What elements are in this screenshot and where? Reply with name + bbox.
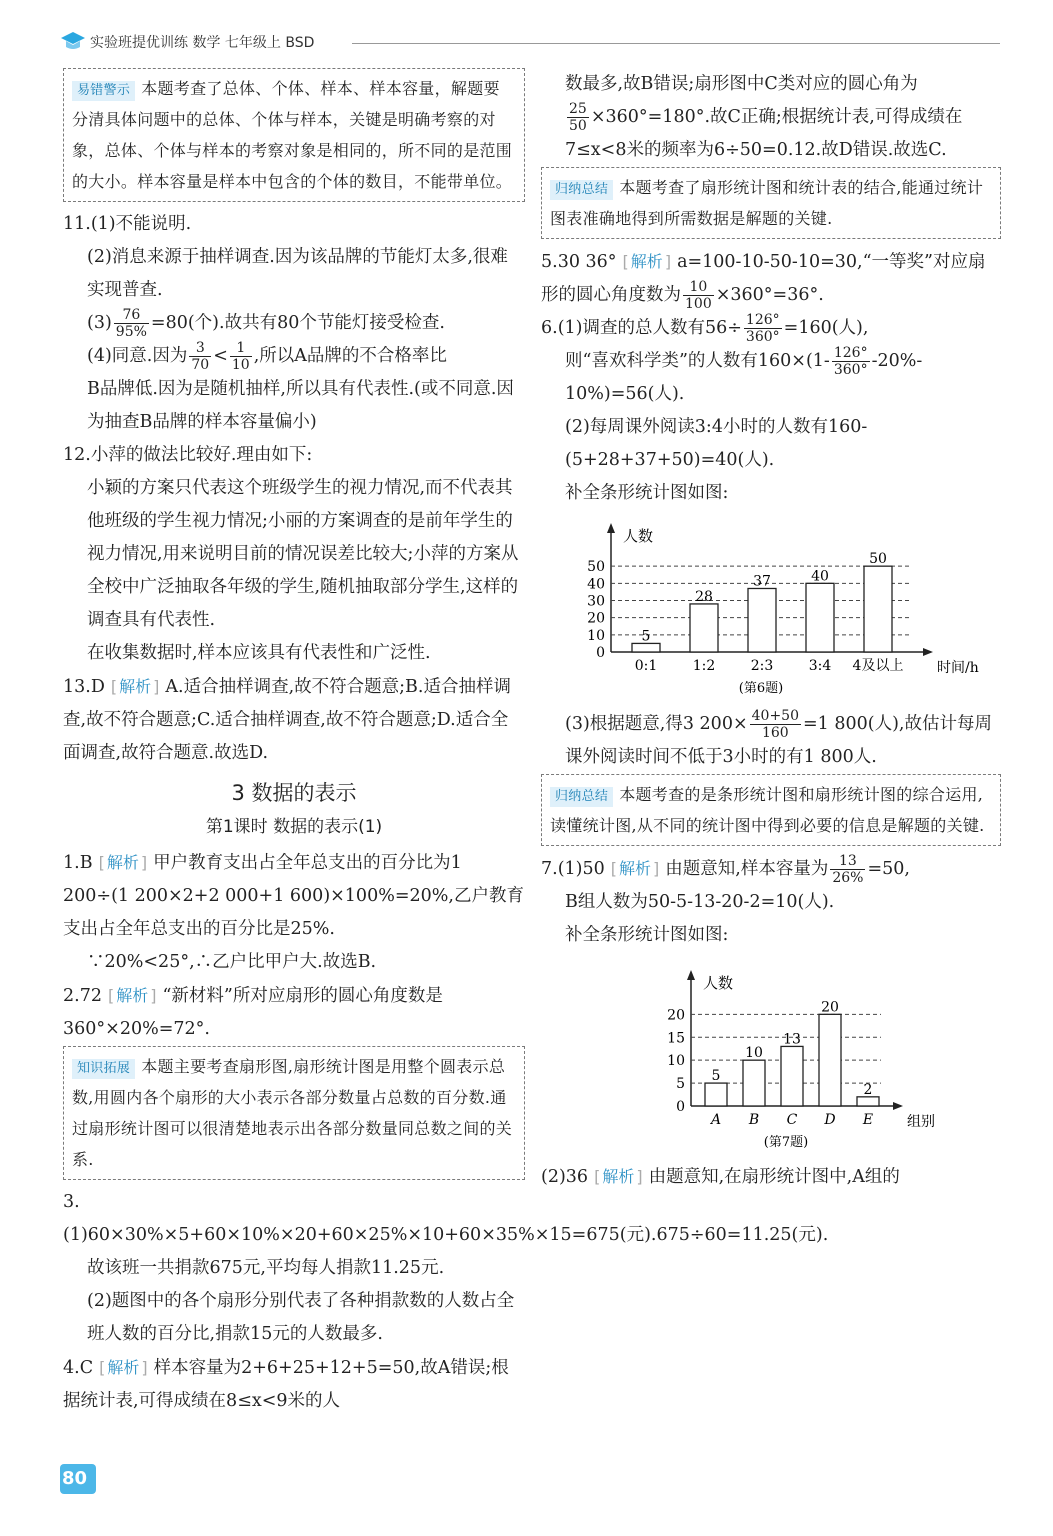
answer-2 [63,979,525,1046]
text: 由题意知,样本容量为 [665,859,829,879]
right-column [541,68,1001,1194]
answer-7-b: B组人数为50-5-13-20-2=10(人). [565,892,835,912]
x-tick-label: 3:4 [808,658,832,674]
numerator: 25 [569,101,587,117]
note-knowledge-extension [63,1046,525,1180]
note-common-mistakes [63,68,525,202]
x-tick-label: C [786,1112,798,1128]
note-tag: 归纳总结 [550,787,613,807]
less-than: < [213,346,228,366]
bar-chart-q6 [541,514,981,704]
text: =1 800(人),故估计每周课外阅读时间不低于3小时的有1 800人. [565,714,992,767]
answer-13 [63,670,525,770]
answer-number: 5.30 36° [541,252,617,272]
numerator: 126° [833,345,868,361]
answer-12: 12.小萍的做法比较好.理由如下: [63,445,313,465]
x-tick-label: E [862,1112,874,1128]
text: 甲户教育支出占全年总支出的百分比为1 200÷(1 200×2+2 000+1 600)×100%=20%,乙户教育支出占全年总支出的百分比是25%. [63,853,524,939]
answer-4-cont: 数最多,故B错误;扇形图中C类对应的圆心角为 [565,74,918,94]
fraction [230,340,252,373]
fraction [744,312,782,345]
answer-6-1b [541,345,1001,378]
numerator: 126° [745,312,780,328]
text: =50, [867,859,910,879]
y-tick-label: 40 [587,576,605,593]
page-number-badge [60,1464,96,1494]
bar-value-label: 5 [711,1068,721,1085]
bar-chart-q7 [541,956,981,1156]
bar [743,1060,765,1106]
x-tick-label: 2:3 [750,658,774,674]
note-text: 本题主要考查扇形图,扇形统计图是用整个圆表示总数,用圆内各个扇形的大小表示各部分数量占总数的百分数.通过扇形统计图可以很清楚地表示出各部分数量同总数之间的关系. [72,1057,513,1169]
answer-1 [63,846,525,946]
answer-3-1b: 故该班一共捐款675元,平均每人捐款11.25元. [87,1258,445,1278]
answer-7-c: 补全条形统计图如图: [565,925,729,945]
fraction [683,279,714,312]
numerator: 10 [683,279,714,296]
note-tag: 知识拓展 [72,1059,135,1079]
x-axis-label: 时间/h [937,660,979,676]
note-tag: 归纳总结 [550,180,613,200]
bar [748,588,776,652]
note-tag: 易错警示 [72,81,135,101]
page-number: 80 [62,1468,88,1489]
text: =80(个).故共有80个节能灯接受检查. [150,313,445,333]
fraction [189,340,211,373]
y-tick-label: 5 [676,1076,685,1093]
note-text: 本题考查的是条形统计图和扇形统计图的综合运用,读懂统计图,从不同的统计图中得到必要的信息是解题的关键. [550,785,985,835]
answer-number: 13.D [63,677,105,697]
analysis-tag: [ 解析 ] [611,859,660,878]
numerator: 76 [114,307,149,324]
answer-6-2b: 补全条形统计图如图: [565,483,729,503]
x-tick-label: 1:2 [692,658,716,674]
denominator: 50 [569,118,587,134]
answer-number: 7.(1)50 [541,859,605,879]
bar [705,1083,727,1106]
answer-11-2: (2)消息来源于抽样调查.因为该品牌的节能灯太多,很难实现普查. [87,247,508,300]
bar [781,1046,803,1106]
x-axis-arrow [923,648,933,656]
bar-value-label: 50 [869,551,887,568]
text: “新材料”所对应扇形的圆心角度数是360°×20%=72°. [63,986,443,1039]
numerator: 40+50 [751,708,799,724]
note-summary-1 [541,167,1001,239]
page-header [60,30,1000,54]
y-axis-arrow [687,970,695,980]
bar [806,583,834,652]
bar [819,1014,841,1106]
analysis-tag: [ 解析 ] [594,1167,643,1186]
bar [857,1097,879,1106]
y-tick-label: 20 [667,1007,685,1024]
denominator: 360° [745,329,780,345]
y-tick-label: 0 [676,1099,685,1115]
chart-caption: (第7题) [763,1135,809,1150]
text: A.适合抽样调查,故不符合题意;B.适合抽样调查,故不符合题意;C.适合抽样调查,故不符合题意;D.适合全面调查,故符合题意.故选D. [63,677,511,763]
answer-6-3 [541,708,1001,774]
bar-value-label: 20 [821,999,839,1016]
answer-12-end: 在收集数据时,样本应该具有代表性和广泛性. [87,643,431,663]
x-tick-label: D [824,1112,836,1128]
analysis-tag: [ 解析 ] [111,677,160,696]
answer-12-body: 小颖的方案只代表这个班级学生的视力情况,而不代表其他班级的学生视力情况;小丽的方案调查的是前年学生的视力情况,用来说明目前的情况误差比较大;小萍的方案从全校中广泛抽取各年级的学生,随机抽取部分学生,这样的调查具有代表性. [87,478,519,630]
x-tick-label: A [710,1112,722,1128]
fraction [750,708,801,741]
answer-6-1 [541,312,1001,345]
answer-3-1: 3.(1)60×30%×5+60×10%×20+60×25%×10+60×35%×15=675(元).675÷60=11.25(元). [63,1192,829,1245]
denominator: 160 [761,725,789,741]
analysis-tag: [ 解析 ] [108,986,157,1005]
y-tick-label: 0 [596,645,605,661]
denominator: 10 [231,357,250,373]
answer-6-1c: 10%)=56(人). [565,384,685,404]
answer-7-1 [541,852,1001,886]
bar-value-label: 13 [783,1031,801,1048]
answer-11-4b: B品牌低.因为是随机抽样,所以具有代表性.(或不同意.因为抽查B品牌的样本容量偏小) [87,379,514,432]
fraction [567,101,589,134]
y-tick-label: 30 [587,593,605,610]
answer-7-2 [541,1160,1001,1194]
answer-4-cont2 [541,101,1001,167]
bar-value-label: 10 [745,1045,763,1062]
text: 则“喜欢科学类”的人数有160×(1- [565,351,830,371]
answer-5 [541,245,1001,312]
x-axis-label: 组别 [907,1114,935,1130]
y-axis-label: 人数 [623,527,654,545]
bar [864,566,892,652]
denominator: 100 [685,296,712,312]
answer-11-4 [63,340,525,373]
note-text: 本题考查了扇形统计图和统计表的结合,能通过统计图表准确地得到所需数据是解题的关键. [550,178,984,228]
x-tick-label: B [748,1112,760,1128]
answer-number: 1.B [63,853,93,873]
analysis-tag: [ 解析 ] [99,853,148,872]
analysis-tag: [ 解析 ] [623,252,672,271]
y-tick-label: 10 [587,627,605,644]
text: 由题意知,在扇形统计图中,A组的 [648,1167,900,1187]
bar-value-label: 40 [811,568,829,585]
numerator: 3 [189,340,211,357]
denominator: 70 [191,357,210,373]
bar [690,604,718,652]
y-axis-label: 人数 [703,974,734,992]
answer-11-3 [63,307,525,340]
answer-1-end: ∵20%<25°,∴乙户比甲户大.故选B. [87,952,377,972]
x-tick-label: 4及以上 [852,658,904,674]
text: ×360°=180°.故C正确;根据统计表,可得成绩在7≤x<8米的频率为6÷50=0.12.故D错误.故选C. [565,107,963,160]
denominator: 26% [832,870,864,886]
fraction [830,853,865,886]
chart-caption: (第6题) [738,681,784,696]
answer-11-1: 11.(1)不能说明. [63,214,192,234]
bar-value-label: 5 [641,628,651,645]
answer-number: 4.C [63,1358,94,1378]
fraction [114,307,149,340]
answer-number: 2.72 [63,986,102,1006]
text: -20%- [871,351,923,371]
text: ,所以A品牌的不合格率比 [253,346,447,366]
section-title: 3 数据的表示 [231,781,357,805]
bar-value-label: 28 [695,588,713,605]
graduation-cap-icon [60,30,86,52]
fraction [832,345,870,378]
y-tick-label: 15 [667,1030,685,1047]
denominator: 95% [115,324,147,340]
bar-value-label: 37 [753,573,771,590]
y-axis-arrow [607,523,615,533]
bar-value-label: 2 [863,1081,873,1098]
x-tick-label: 0:1 [634,658,658,674]
answer-6-2: (2)每周课外阅读3:4小时的人数有160-(5+28+37+50)=40(人). [565,417,868,470]
answer-number: (2)36 [541,1167,589,1187]
text: a=100-10-50-10=30,“一等奖”对应扇形的圆心角度数为 [541,252,986,305]
note-text: 本题考查了总体、个体、样本、样本容量，解题要分清具体问题中的总体、个体与样本，关键是明确考察的对象，总体、个体与样本的考察对象是相同的，所不同的是范围的大小。样本容量是样本中包含的个体的数目，不能带单位。 [72,79,513,191]
book-title: 实验班提优训练 数学 七年级上 BSD [90,35,315,51]
text: (3) [87,313,112,333]
text: (3)根据题意,得3 200× [565,714,748,734]
y-tick-label: 10 [667,1053,685,1070]
text: 样本容量为2+6+25+12+5=50,故A错误;根据统计表,可得成绩在8≤x<9米的人 [63,1358,509,1411]
answer-3-2: (2)题图中的各个扇形分别代表了各种捐款数的人数占全班人数的百分比,捐款15元的人数最多. [87,1291,515,1344]
lesson-title: 第1课时 数据的表示(1) [205,817,383,837]
denominator: 360° [833,362,868,378]
numerator: 13 [830,853,865,870]
text: 6.(1)调查的总人数有56÷ [541,318,742,338]
x-axis-arrow [893,1102,903,1110]
y-tick-label: 50 [587,559,605,576]
bar [632,643,660,652]
note-summary-2 [541,774,1001,846]
text: (4)同意.因为 [87,346,188,366]
numerator: 1 [230,340,252,357]
answer-4 [63,1351,525,1418]
text: =160(人), [783,318,869,338]
header-rule [352,43,1000,44]
text: ×360°=36°. [715,285,824,305]
y-tick-label: 20 [587,610,605,627]
analysis-tag: [ 解析 ] [99,1358,148,1377]
